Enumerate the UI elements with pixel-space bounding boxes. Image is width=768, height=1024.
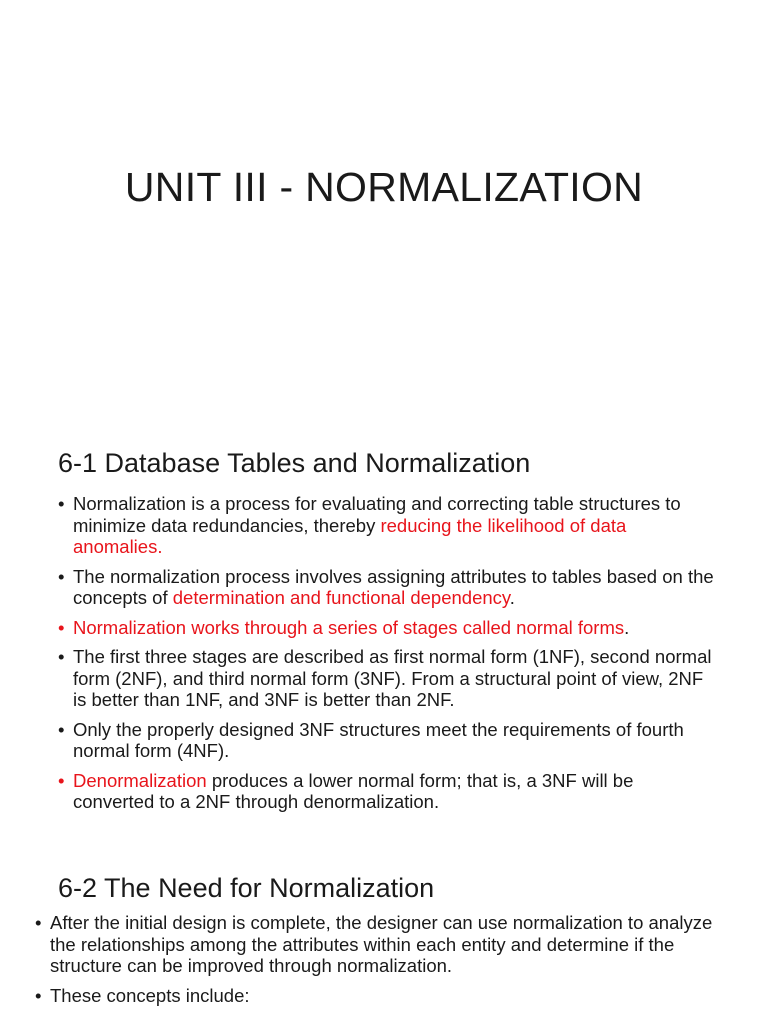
bullet-text: The normalization process involves assigning attributes to tables based on the concepts of: [73, 565, 714, 608]
bullet-icon: •: [35, 912, 42, 933]
bullet-icon: •: [58, 769, 65, 791]
bullet-icon: •: [58, 565, 65, 587]
page-title: UNIT III - NORMALIZATION: [124, 164, 644, 210]
title-slide: [0, 0, 768, 412]
bullet-highlight: Denormalization: [73, 769, 207, 791]
bullet-item: [33, 985, 733, 1007]
bullet-item: [33, 912, 733, 977]
slide-database-tables: [0, 412, 768, 850]
bullet-icon: •: [58, 718, 65, 740]
bullet-text: After the initial design is complete, the designer can use normalization to analyze the relationships among the attributes within each entity and determine if the structure can be improved through normalization.: [50, 912, 713, 976]
bullet-item: [56, 770, 716, 813]
bullet-icon: •: [58, 616, 65, 638]
slide-need-for-normalization: [0, 850, 768, 1024]
bullet-highlight: Normalization works through a series of stages called normal forms: [73, 616, 625, 638]
bullet-item: [56, 646, 716, 711]
bullet-item: [56, 566, 716, 609]
bullet-icon: •: [58, 493, 65, 514]
bullet-text: .: [624, 616, 630, 638]
bullet-list: [33, 912, 733, 1014]
bullet-item: [56, 493, 716, 558]
bullet-icon: •: [35, 984, 42, 1006]
bullet-text: produces a lower normal form; that is, a 3NF will be converted to a 2NF through denormalization.: [73, 769, 634, 812]
bullet-text: The first three stages are described as first normal form (1NF), second normal form (2NF), and third normal form (3NF). From a structural point of view, 2NF is better than 1NF, and 3NF is better than 2NF.: [73, 646, 712, 710]
bullet-text: These concepts include:: [50, 984, 250, 1006]
slide-heading: 6-2 The Need for Normalization: [58, 873, 435, 903]
bullet-item: [56, 617, 716, 639]
bullet-highlight: determination and functional dependency: [172, 587, 510, 608]
bullet-highlight: reducing the likelihood of data anomalies.: [73, 514, 627, 557]
bullet-item: [56, 719, 716, 762]
bullet-list: [56, 493, 716, 821]
bullet-text: .: [509, 587, 515, 608]
slide-heading: 6-1 Database Tables and Normalization: [58, 448, 531, 478]
bullet-text: Only the properly designed 3NF structures meet the requirements of fourth normal form (4NF).: [73, 718, 684, 761]
bullet-text: Normalization is a process for evaluating and correcting table structures to minimize data redundancies, thereby: [73, 493, 681, 536]
bullet-icon: •: [58, 646, 65, 667]
